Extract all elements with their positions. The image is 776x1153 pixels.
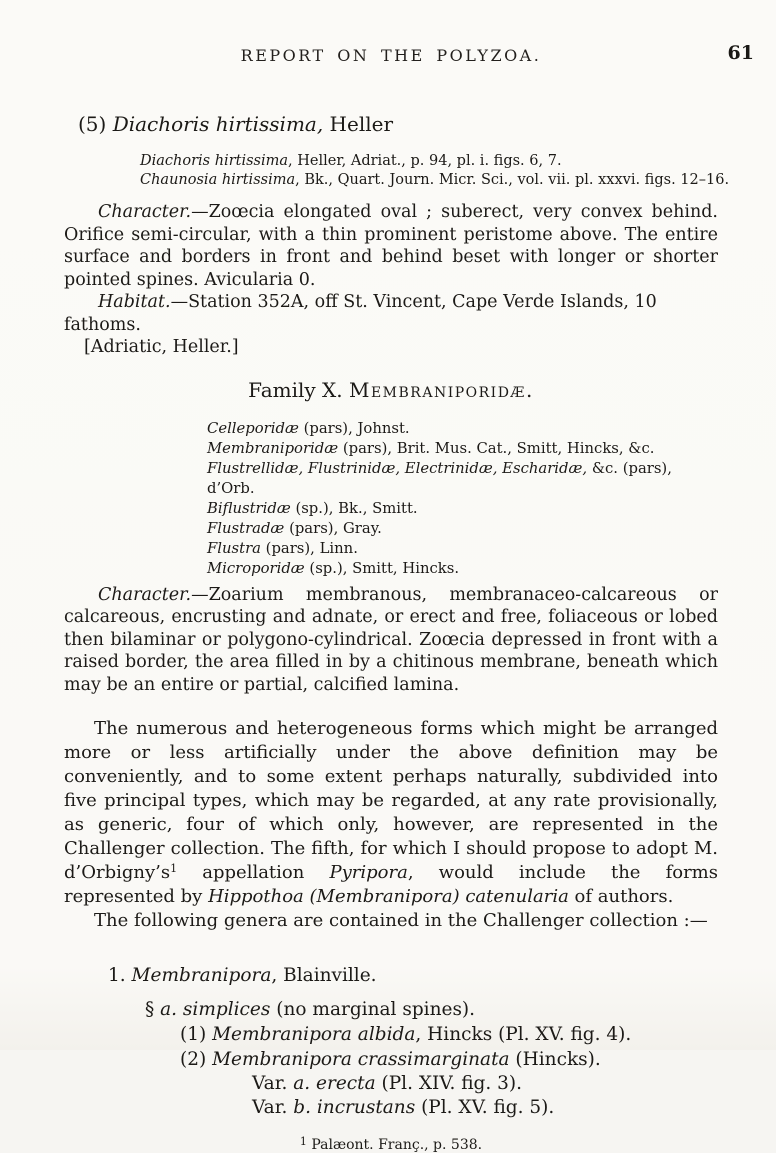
genus-author: , Blainville. [271, 965, 377, 986]
genus-number: 1. [108, 965, 132, 986]
cited-species-name: Diachoris hirtissima [140, 153, 289, 169]
species-number: (5) [78, 112, 113, 136]
footnote [64, 1137, 718, 1153]
family-synonymy-list [207, 419, 718, 579]
genus-name-mention: Pyripora [329, 862, 408, 883]
species-item-number: (1) [180, 1024, 213, 1045]
footnote-number: 1 [299, 1135, 307, 1148]
genera-list [64, 963, 718, 1120]
section-label: a. simplices [160, 999, 271, 1020]
synonym-name: Microporidæ [207, 559, 305, 577]
synonymy-citations [140, 152, 730, 190]
genus-item [108, 963, 718, 989]
synonym-reference: (pars), Johnst. [298, 419, 410, 437]
variety-item [252, 1096, 718, 1120]
habitat-text: —Station 352A, off St. Vincent, Cape Verde Islands, 10 fathoms. [64, 292, 657, 335]
species-description [64, 201, 718, 359]
synonymy-line [207, 519, 718, 539]
family-heading [64, 378, 718, 402]
synonymy-line [207, 499, 718, 519]
synonym-reference: (pars), Linn. [260, 539, 358, 557]
family-description [64, 584, 718, 697]
variety-item [252, 1072, 718, 1096]
synonymy-line [207, 439, 718, 459]
variety-reference: (Pl. XIV. fig. 3). [375, 1073, 523, 1094]
synonym-reference: (pars), Brit. Mus. Cat., Smitt, Hincks, &c. [338, 439, 655, 457]
cited-species-name: Chaunosia hirtissima [140, 172, 296, 188]
variety-name: b. incrustans [293, 1097, 416, 1118]
locality-note: [Adriatic, Heller.] [84, 337, 239, 357]
section-mark: § [145, 999, 161, 1020]
citation-reference: , Heller, Adriat., p. 94, pl. i. figs. 6, 7. [288, 153, 562, 169]
species-item-reference: , Hincks (Pl. XV. fig. 4). [415, 1024, 632, 1045]
species-item-name: Membranipora crassimarginata [212, 1049, 510, 1070]
family-heading-prefix: Family X. [248, 377, 349, 402]
synonymy-line [207, 559, 718, 579]
character-paragraph [64, 201, 718, 291]
species-item [180, 1047, 718, 1072]
character-text: —Zoœcia elongated oval ; suberect, very convex behind. Orifice semi-circular, with a thin prominent peristome above. The entire surface and borders in front and behind beset with longer or shorter pointed spines. Avicularia 0. [64, 202, 718, 290]
species-name: Diachoris hirtissima, [112, 112, 324, 136]
species-name-mention: Hippothoa (Membranipora) catenularia [208, 886, 569, 907]
synonym-name: Membraniporidæ [207, 439, 339, 457]
discussion-text: appellation [177, 862, 330, 883]
habitat-paragraph [64, 291, 718, 336]
running-title: REPORT ON THE POLYZOA. [240, 46, 542, 65]
species-heading [78, 112, 718, 136]
discussion-text: The numerous and heterogeneous forms which might be arranged more or less artificially under the above definition may be conveniently, and to some extent perhaps naturally, subdivided into five principal types, which may be regarded, at any rate provisionally, as generic, four of which only, however, are represented in the Challenger collection. The fifth, for which I should propose to adopt M. d’Orbigny’s [64, 718, 718, 883]
habitat-label: Habitat. [98, 292, 171, 312]
species-item-name: Membranipora albida [212, 1024, 416, 1045]
variety-reference: (Pl. XV. fig. 5). [415, 1097, 555, 1118]
synonym-reference: (sp.), Bk., Smitt. [290, 499, 418, 517]
variety-name: a. erecta [293, 1073, 376, 1094]
synonym-name: Flustra [207, 539, 261, 557]
synonym-name: Celleporidæ [207, 419, 299, 437]
section-item [145, 997, 718, 1022]
footnote-text: Palæont. Franç., p. 538. [306, 1137, 483, 1153]
page-number: 61 [727, 42, 754, 64]
species-item-reference: (Hincks). [509, 1049, 601, 1070]
character-text: —Zoarium membranous, membranaceo-calcareous or calcareous, encrusting and adnate, or erect and free, foliaceous or lobed then bilaminar or polygono-cylindrical. Zoœcia depressed in front with a raised border, the area filled in by a chitinous membrane, beneath which may be an entire or partial, calcified lamina. [64, 584, 718, 695]
genus-name: Membranipora [131, 965, 272, 986]
species-item-number: (2) [180, 1049, 213, 1070]
synonym-name: Flustradæ [207, 519, 285, 537]
synonymy-line [207, 539, 718, 559]
citation-line [140, 152, 718, 171]
synonym-reference: (pars), Gray. [284, 519, 382, 537]
family-character-paragraph [64, 584, 718, 697]
discussion-section [64, 717, 718, 933]
synonym-reference: &c. (pars), d’Orb. [207, 459, 672, 497]
page-header [64, 42, 754, 70]
section-text: (no marginal spines). [270, 999, 476, 1020]
discussion-text: , would include the forms represented by [64, 862, 718, 907]
variety-prefix: Var. [252, 1073, 294, 1094]
synonym-name: Biflustridæ [207, 499, 291, 517]
species-author: Heller [323, 112, 394, 136]
citation-line [140, 171, 730, 190]
genera-lead-in: The following genera are contained in the Challenger collection :— [94, 910, 708, 931]
discussion-paragraph [64, 717, 718, 909]
synonymy-line [207, 459, 718, 499]
character-label: Character. [98, 584, 192, 605]
synonym-reference: (sp.), Smitt, Hincks. [304, 559, 460, 577]
synonymy-line [207, 419, 718, 439]
synonym-name: Flustrellidæ, Flustrinidæ, Electrinidæ, Escharidæ, [207, 459, 588, 477]
character-label: Character. [98, 202, 192, 222]
variety-prefix: Var. [252, 1097, 294, 1118]
citation-reference: , Bk., Quart. Journ. Micr. Sci., vol. vii. pl. xxxvi. figs. 12–16. [295, 172, 730, 188]
footnote-reference-mark: 1 [170, 862, 178, 875]
discussion-text: of authors. [568, 886, 674, 907]
species-item [180, 1022, 718, 1047]
family-name: Membraniporidæ. [348, 377, 534, 402]
